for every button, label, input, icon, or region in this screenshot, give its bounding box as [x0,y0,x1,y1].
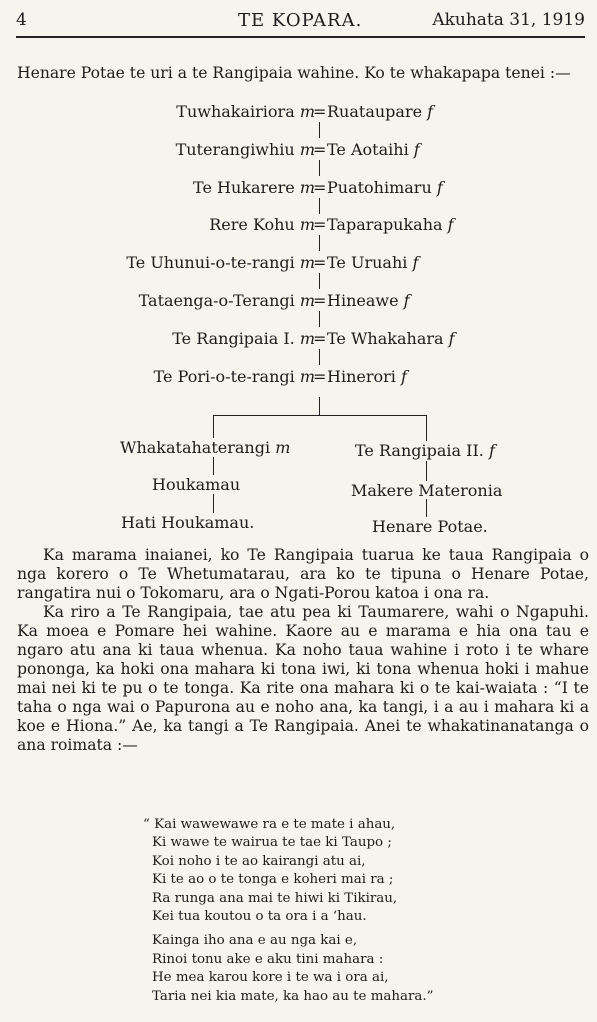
husband-name [154,367,315,387]
right-link-1 [426,461,427,481]
person-name: Tuwhakairiora [176,102,295,121]
right-link-2 [426,499,427,517]
female-sign: f [427,102,434,121]
wife-name [327,291,410,311]
person-name: Tuterangiwhiu [175,140,295,159]
descent-line [319,311,320,327]
right-branch-3: Henare Potae. [372,517,488,536]
female-sign: f [413,140,420,159]
marriage-sign: m [299,140,315,159]
marriage-connector: = [313,140,327,159]
husband-name [193,178,315,198]
marriage-sign: m [275,438,291,457]
marriage-connector: = [313,367,327,386]
branch-name: Te Rangipaia II. [355,441,484,460]
poem-line: Ki te ao o te tonga e koheri mai ra ; [152,872,394,888]
issue-date: Akuhata 31, 1919 [432,10,585,30]
descent-line [319,160,320,176]
poem-line: Koi noho i te ao kairangi atu ai, [152,853,366,869]
person-name: Hinerori [327,367,396,386]
marriage-sign: m [299,253,315,272]
marriage-connector: = [313,102,327,121]
marriage-sign: m [299,178,315,197]
person-name: Ruataupare [327,102,423,121]
marriage-sign: m [299,102,315,121]
descent-line [319,198,320,214]
person-name: Te Hukarere [193,178,295,197]
paragraph-2: Ka riro a Te Rangipaia, tae atu pea ki Taumarere, wahi o Ngapuhi. Ka moea e Pomare hei wahine. Kaore au e marama e hia ona tau e ngaro atu ana ki taua whenua. Ka noho taua wahine i roto i te whare pononga, ka hoki ona mahara ki tona iwi, ki tona whenua hoki i mahue mai nei ki te pu o te tonga. Ka rite ona mahara ki o te kai-waiata : “I te taha o nga wai o Papurona au e noho ana, ka tangi, i a au i mahara ki a koe e Hiona.” Ae, ka tangi a Te Rangipaia. Anei te whakatinanatanga o ana roimata :— [17,603,589,754]
person-name: Taparapukaha [327,215,443,234]
poem-line: “ Kai wawewawe ra e te mate i ahau, [143,817,396,832]
descent-line [319,273,320,289]
branch-bar [213,415,427,416]
intro-text: Henare Potae te uri a te Rangipaia wahine. Ko te whakapapa tenei :— [17,64,571,82]
person-name: Te Uruahi [327,253,408,272]
left-branch-1 [120,438,290,458]
wife-name [327,178,443,198]
trunk-line [319,397,320,415]
husband-name [176,102,315,122]
person-name: Puatohimaru [327,178,432,197]
husband-name [172,329,315,349]
poem-stanza-2 [143,932,434,1006]
poem-line: Kei tua koutou o ta ora i a ‘hau. [152,909,367,925]
person-name: Tataenga-o-Terangi [138,291,295,310]
left-link-1 [213,457,214,475]
poem-line: He mea karou kore i te wa i ora ai, [152,970,389,986]
marriage-sign: m [299,329,315,348]
female-sign: f [488,441,495,460]
husband-name [126,253,315,273]
wife-name [327,140,420,160]
person-name: Hineawe [327,291,399,310]
marriage-connector: = [313,215,327,234]
wife-name [327,253,418,273]
marriage-connector: = [313,329,327,348]
husband-name [139,291,315,311]
wife-name [327,367,407,387]
female-sign: f [436,178,443,197]
intro-paragraph [17,64,592,83]
right-branch-2: Makere Materonia [351,481,503,500]
branch-name: Whakatahaterangi [120,438,271,457]
body-text [17,546,589,755]
person-name: Te Rangipaia I. [172,329,295,348]
marriage-sign: m [299,215,315,234]
poem-stanza-1 [143,816,434,926]
marriage-connector: = [313,178,327,197]
poem-line: Taria nei kia mate, ka hao au te mahara.” [152,988,434,1004]
page-number: 4 [16,10,27,30]
marriage-sign: m [299,291,315,310]
husband-name [209,215,315,235]
paragraph-1: Ka marama inaianei, ko Te Rangipaia tuarua ke taua Rangipaia o nga korero o Te Whetumatarau, ara ko te tipuna o Henare Potae, rangatira nui o Tokomaru, ara o Ngati-Porou katoa i ona ra. [17,546,589,602]
female-sign: f [400,367,407,386]
person-name: Rere Kohu [209,215,295,234]
poem [143,816,434,1012]
female-sign: f [447,215,454,234]
descent-line [319,349,320,365]
right-drop-line [426,415,427,441]
left-link-2 [213,494,214,513]
left-drop-line [213,415,214,438]
female-sign: f [403,291,410,310]
marriage-sign: m [299,367,315,386]
header-rule [16,36,585,38]
female-sign: f [448,329,455,348]
poem-line: Ra runga ana mai te hiwi ki Tikirau, [152,890,398,906]
poem-line: Rinoi tonu ake e aku tini mahara : [152,951,384,967]
person-name: Te Whakahara [327,329,444,348]
poem-line: Ki wawe te wairua te tae ki Taupo ; [152,835,392,851]
wife-name [327,102,433,122]
descent-line [319,122,320,138]
descent-line [319,235,320,251]
wife-name [327,329,455,349]
female-sign: f [412,253,419,272]
person-name: Te Aotaihi [327,140,409,159]
poem-line: Kainga iho ana e au nga kai e, [152,933,358,949]
page-header [8,8,589,34]
left-branch-3: Hati Houkamau. [121,513,255,532]
left-branch-2: Houkamau [152,475,241,494]
person-name: Te Uhunui-o-te-rangi [126,253,295,272]
person-name: Te Pori-o-te-rangi [153,367,295,386]
publication-title: TE KOPARA. [238,10,363,31]
marriage-connector: = [313,291,327,310]
marriage-connector: = [313,253,327,272]
right-branch-1 [355,441,495,461]
wife-name [327,215,454,235]
husband-name [176,140,315,160]
